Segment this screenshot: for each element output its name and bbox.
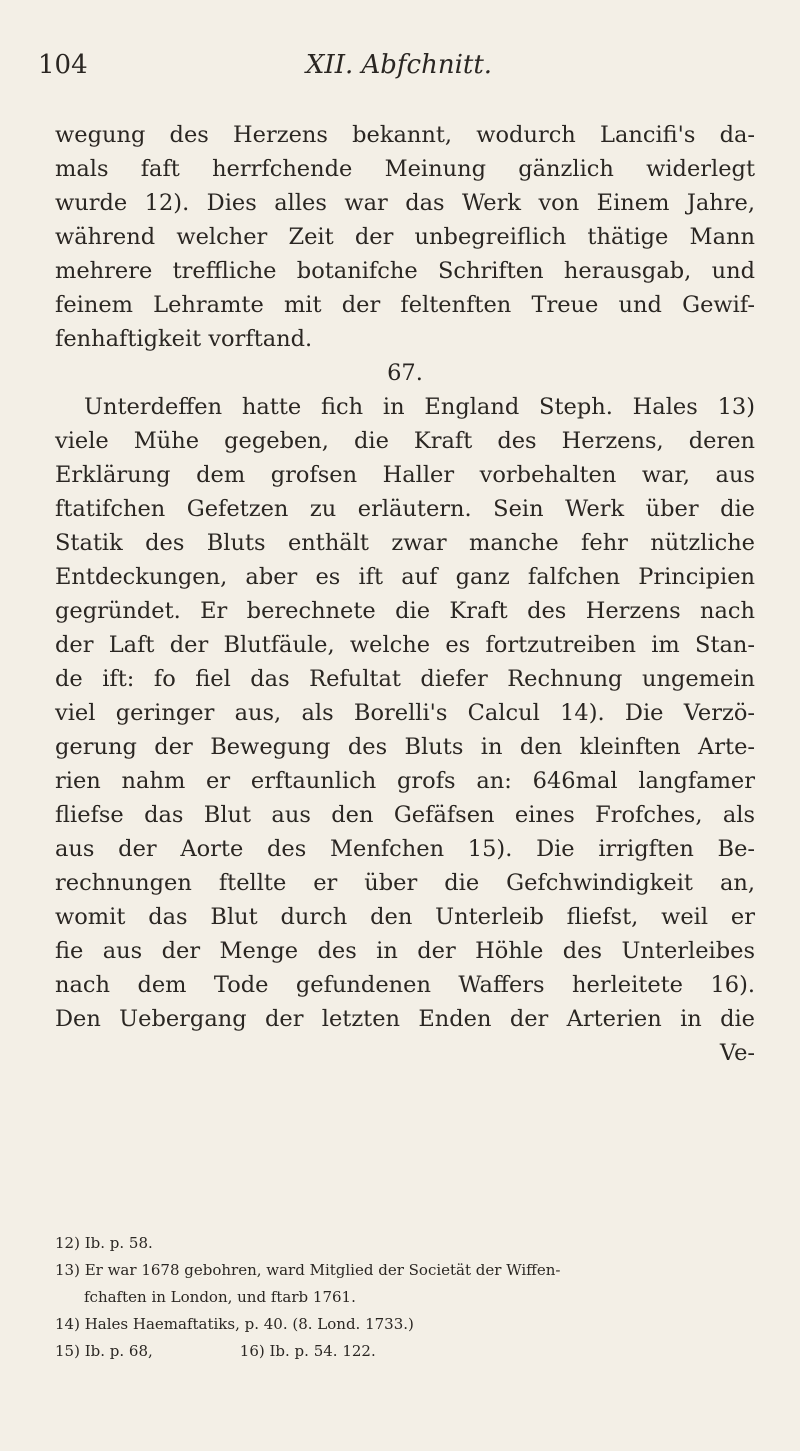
catchword: Ve-: [719, 1040, 755, 1066]
footnote-12: 12) Ib. p. 58.: [55, 1234, 153, 1252]
footnotes: [55, 1230, 755, 1365]
text-line: während welcher Zeit der unbegreiflich thätige Mann: [55, 224, 755, 250]
text-line: Erklärung dem grofsen Haller vorbehalten war, aus: [55, 462, 755, 488]
footnote-14: 14) Hales Haemaftatiks, p. 40. (8. Lond. 1733.): [55, 1315, 414, 1333]
text-line: womit das Blut durch den Unterleib fliefst, weil er: [55, 904, 755, 930]
footnote-13-continued: fchaften in London, und ftarb 1761.: [84, 1288, 356, 1306]
text-line: wurde 12). Dies alles war das Werk von Einem Jahre,: [55, 190, 755, 216]
page-header: [38, 50, 760, 90]
footnote-15: 15) Ib. p. 68,: [55, 1342, 153, 1360]
text-line: ftatifchen Gefetzen zu erläutern. Sein Werk über die: [55, 496, 755, 522]
footnote-16: 16) Ib. p. 54. 122.: [239, 1342, 376, 1360]
text-line: rechnungen ftellte er über die Gefchwindigkeit an,: [55, 870, 755, 896]
text-line: de ift: fo fiel das Refultat diefer Rechnung ungemein: [55, 666, 755, 692]
text-line: nach dem Tode gefundenen Waffers herleitete 16).: [55, 972, 755, 998]
text-line: viel geringer aus, als Borelli's Calcul 14). Die Verzö-: [55, 700, 755, 726]
page-number: 104: [38, 50, 88, 80]
text-line: fliefse das Blut aus den Gefäfsen eines Frofches, als: [55, 802, 755, 828]
footnote-row: [55, 1338, 755, 1365]
text-line: aus der Aorte des Menfchen 15). Die irrigften Be-: [55, 836, 755, 862]
text-line: Entdeckungen, aber es ift auf ganz falfchen Principien: [55, 564, 755, 590]
section-title: XII. Abfchnitt.: [305, 50, 493, 80]
text-line: der Laft der Blutfäule, welche es fortzutreiben im Stan-: [55, 632, 755, 658]
text-line: mehrere treffliche botanifche Schriften herausgab, und: [55, 258, 755, 284]
text-line: gegründet. Er berechnete die Kraft des Herzens nach: [55, 598, 755, 624]
text-line: rien nahm er erftaunlich grofs an: 646mal langfamer: [55, 768, 755, 794]
text-line: fenhaftigkeit vorftand.: [55, 326, 313, 352]
text-line: Den Uebergang der letzten Enden der Arterien in die: [55, 1006, 755, 1032]
text-line: gerung der Bewegung des Bluts in den kleinften Arte-: [55, 734, 755, 760]
footnote-13: 13) Er war 1678 gebohren, ward Mitglied der Societät der Wiffen-: [55, 1261, 561, 1279]
text-line: viele Mühe gegeben, die Kraft des Herzens, deren: [55, 428, 755, 454]
body-text: [55, 118, 755, 1070]
text-line: fie aus der Menge des in der Höhle des Unterleibes: [55, 938, 755, 964]
text-line: wegung des Herzens bekannt, wodurch Lancifi's da-: [55, 122, 755, 148]
paragraph-number: 67.: [387, 360, 423, 386]
text-line: Unterdeffen hatte fich in England Steph. Hales 13): [84, 394, 755, 420]
text-line: Statik des Bluts enthält zwar manche fehr nützliche: [55, 530, 755, 556]
text-line: mals faft herrfchende Meinung gänzlich widerlegt: [55, 156, 755, 182]
text-line: feinem Lehramte mit der feltenften Treue und Gewif-: [55, 292, 755, 318]
